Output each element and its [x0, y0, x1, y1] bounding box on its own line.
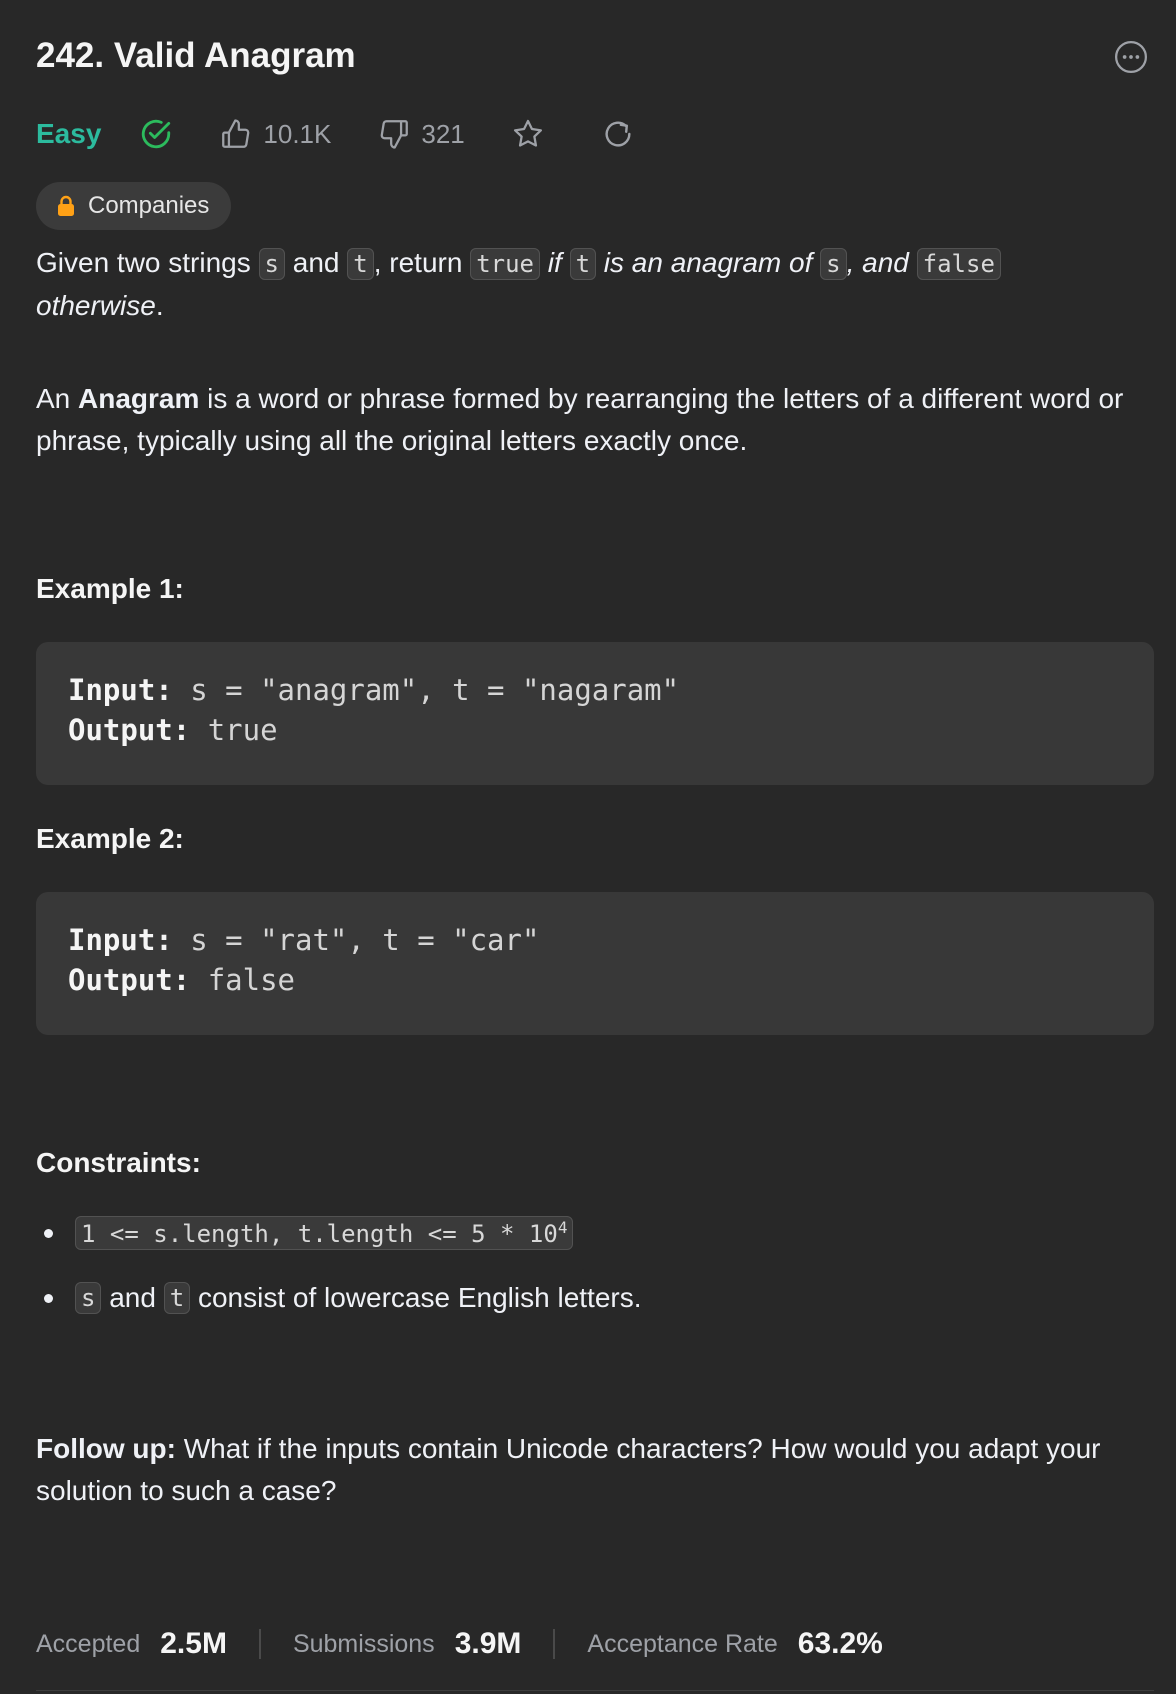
inline-code: t: [164, 1282, 190, 1314]
share-button[interactable]: [601, 117, 645, 151]
solved-check-icon: [139, 117, 173, 151]
bullet-dot: [44, 1294, 53, 1303]
output-label: Output:: [68, 713, 191, 747]
description-paragraph-2: [36, 378, 1146, 462]
share-icon: [601, 117, 635, 151]
text: consist of lowercase English letters.: [190, 1282, 642, 1313]
output-label: Output:: [68, 963, 191, 997]
italic-text: otherwise: [36, 290, 156, 321]
text: .: [155, 290, 164, 321]
input-value: s = "anagram", t = "nagaram": [190, 673, 680, 707]
input-label: Input:: [68, 923, 173, 957]
text: is a word or phrase formed by rearranging the letters of a different word or phrase, typically using all the original letters exactly once.: [36, 383, 1124, 456]
inline-code: false: [917, 248, 1001, 280]
acceptance-rate-label: Acceptance Rate: [587, 1629, 778, 1658]
companies-tag-button[interactable]: [36, 182, 231, 230]
text: and: [284, 247, 348, 278]
like-button[interactable]: [219, 117, 331, 151]
favorite-button[interactable]: [511, 117, 555, 151]
thumbs-down-icon: [377, 117, 411, 151]
inline-code: t: [347, 248, 373, 280]
output-value: true: [207, 713, 278, 747]
example-1-heading: Example 1:: [36, 573, 184, 604]
accepted-value: 2.5M: [160, 1627, 227, 1660]
dislikes-count: 321: [421, 118, 465, 149]
input-value: s = "rat", t = "car": [190, 923, 540, 957]
stats-bar: [36, 1620, 883, 1668]
more-icon[interactable]: [1114, 40, 1148, 74]
example-2-heading: Example 2:: [36, 823, 184, 854]
difficulty-badge: Easy: [36, 118, 102, 149]
divider: [553, 1629, 555, 1659]
accepted-label: Accepted: [36, 1629, 141, 1658]
output-value: false: [207, 963, 295, 997]
submissions-value: 3.9M: [454, 1627, 522, 1660]
acceptance-rate-value: 63.2%: [797, 1627, 883, 1660]
bullet-dot: [44, 1229, 53, 1238]
inline-code: s: [820, 248, 846, 280]
example-2-block: [36, 892, 1154, 1035]
italic-text: if: [540, 247, 570, 278]
follow-up-label: Follow up:: [36, 1433, 176, 1464]
follow-up-text: What if the inputs contain Unicode characters? How would you adapt your solution to such a case?: [36, 1433, 1101, 1506]
constraints-heading: Constraints:: [36, 1147, 201, 1178]
bold-term: Anagram: [78, 383, 200, 414]
inline-code: [75, 1216, 573, 1250]
inline-code: s: [75, 1282, 101, 1314]
input-label: Input:: [68, 673, 173, 707]
text: and: [101, 1282, 164, 1313]
superscript: 4: [557, 1218, 568, 1237]
italic-text: , and: [846, 247, 917, 278]
text: Given two strings: [36, 247, 259, 278]
likes-count: 10.1K: [263, 118, 332, 149]
constraint-code: 1 <= s.length, t.length <= 5 * 10: [81, 1220, 558, 1248]
text: , return: [373, 247, 471, 278]
constraint-item: [36, 1282, 642, 1314]
inline-code: s: [259, 248, 285, 280]
problem-title[interactable]: 242. Valid Anagram: [36, 36, 356, 75]
problem-meta-bar: [36, 112, 645, 156]
lock-icon: [56, 195, 76, 217]
divider: [259, 1629, 261, 1659]
inline-code: t: [570, 248, 596, 280]
companies-label: Companies: [88, 192, 210, 219]
thumbs-up-icon: [219, 117, 253, 151]
star-icon: [511, 117, 545, 151]
italic-text: is an anagram of: [596, 247, 821, 278]
constraint-item: [36, 1216, 573, 1250]
dislike-button[interactable]: [377, 117, 464, 151]
follow-up-paragraph: [36, 1428, 1146, 1512]
description-paragraph-1: [36, 242, 1146, 327]
inline-code: true: [470, 248, 540, 280]
text: An: [36, 383, 79, 414]
divider: [36, 1690, 1154, 1691]
example-1-block: [36, 642, 1154, 785]
submissions-label: Submissions: [292, 1629, 435, 1658]
